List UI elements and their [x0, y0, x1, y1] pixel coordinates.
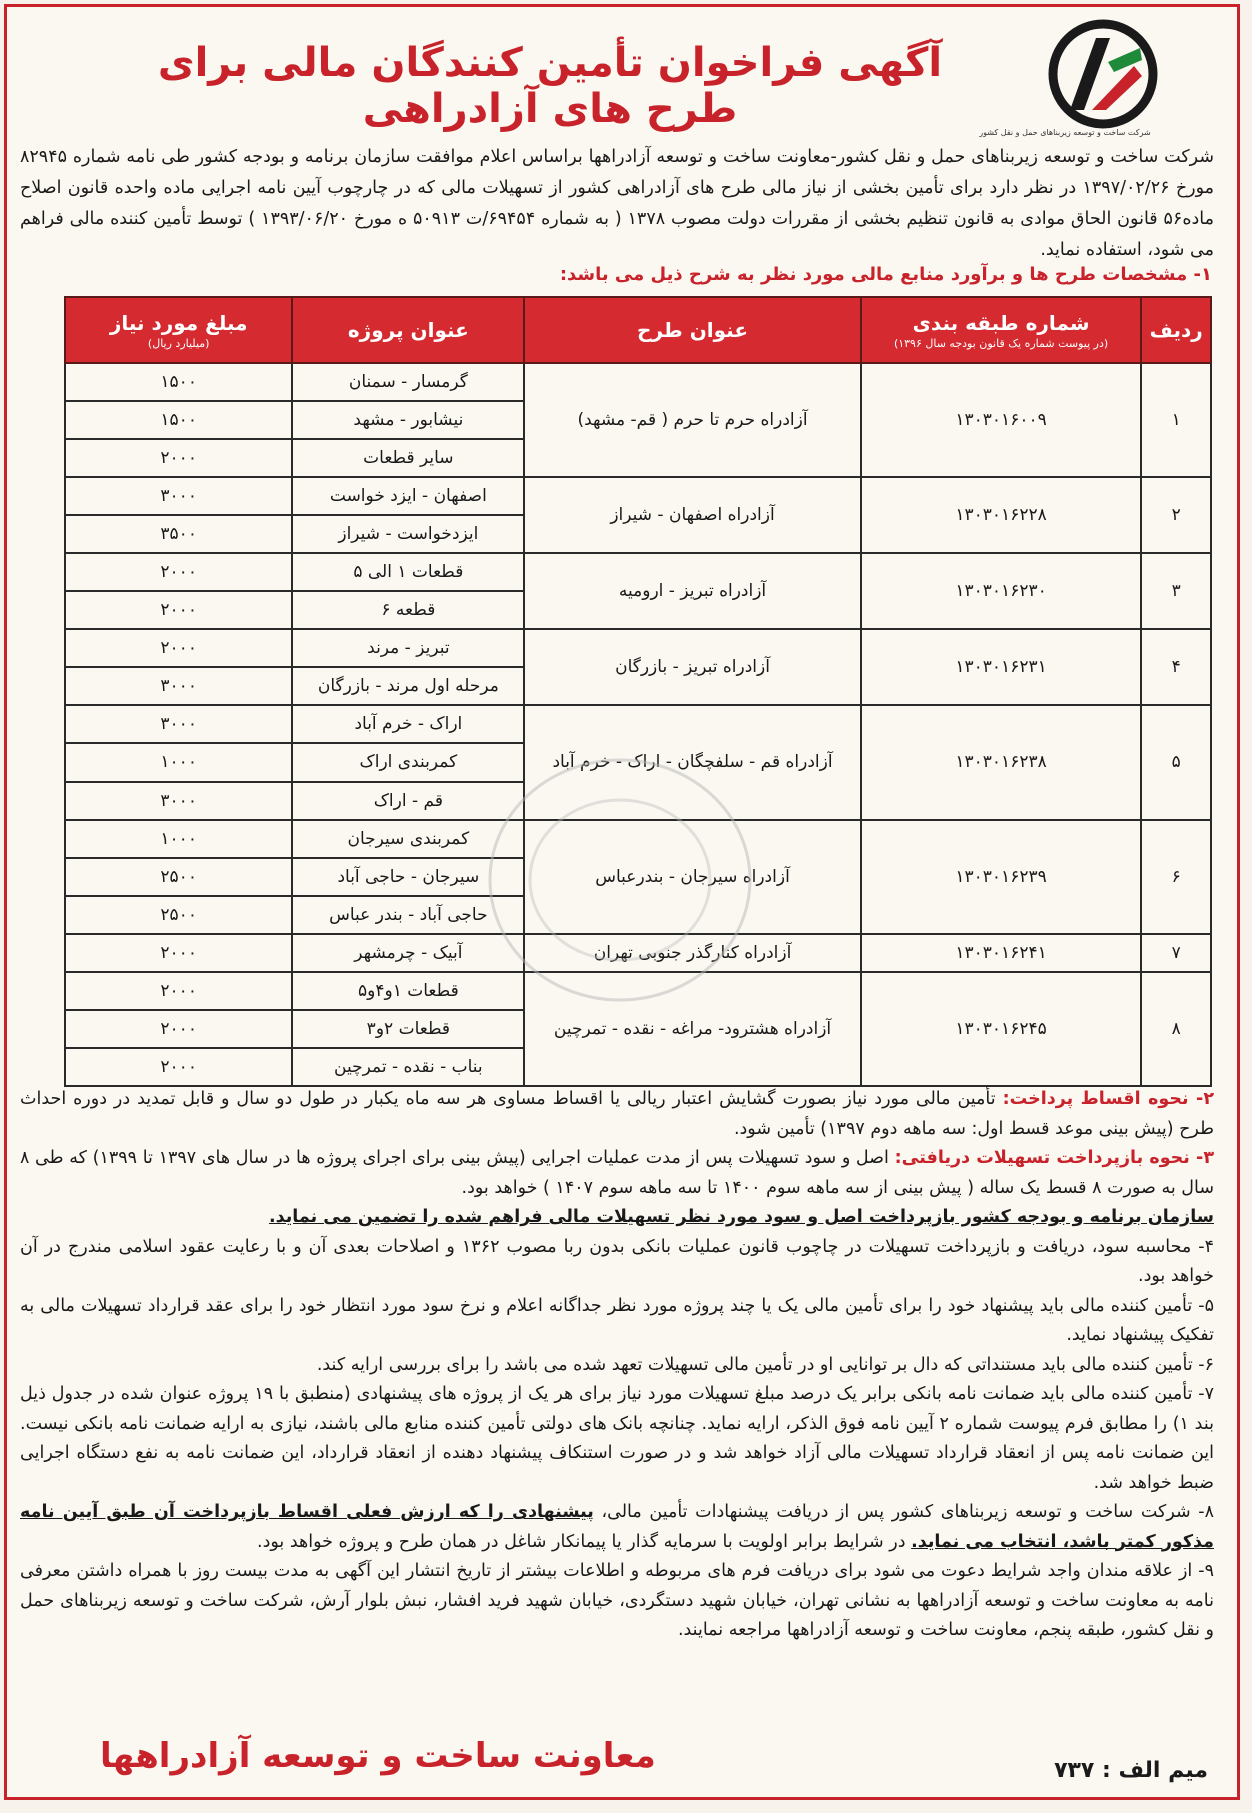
cell-classification-code: ۱۳۰۳۰۱۶۲۴۵ — [861, 972, 1142, 1086]
cell-project-title: قطعات ۱و۴و۵ — [292, 972, 524, 1010]
cell-project-title: قطعات ۱ الی ۵ — [292, 553, 524, 591]
cell-amount: ۱۰۰۰ — [65, 743, 292, 781]
cell-amount: ۲۰۰۰ — [65, 1048, 292, 1086]
cell-project-title: اراک - خرم آباد — [292, 705, 524, 743]
section-3: ۳- نحوه بازپرداخت تسهیلات دریافتی: اصل و سود تسهیلات پس از مدت عملیات اجرایی (پیش بینی برای اجرای پروژه ها در سال های ۱۳۹۷ تا ۱۳۹۹) که طی ۸ سال به صورت ۸ قسط یک ساله ( پیش بینی از سه ماهه سوم ۱۴۰۰ تا سه ماهه سوم ۱۴۰۷ ) خواهد بود. — [20, 1148, 1214, 1198]
cell-amount: ۲۰۰۰ — [65, 972, 292, 1010]
table-row — [65, 972, 1211, 1010]
header-classification-code: شماره طبقه بندی (در پیوست شماره یک قانون بودجه سال ۱۳۹۶) — [861, 297, 1142, 363]
cell-plan-title: آزادراه هشترود- مراغه - نقده - تمرچین — [524, 972, 860, 1086]
cell-row-number: ۶ — [1141, 820, 1211, 934]
header-project-title: عنوان پروژه — [292, 297, 524, 363]
table-body — [65, 363, 1211, 1086]
cell-project-title: کمربندی سیرجان — [292, 820, 524, 858]
table-row — [65, 363, 1211, 401]
table-row — [65, 820, 1211, 858]
cell-row-number: ۸ — [1141, 972, 1211, 1086]
cell-amount: ۱۵۰۰ — [65, 401, 292, 439]
page-title: آگهی فراخوان تأمین کنندگان مالی برای طرح های آزادراهی — [157, 40, 943, 132]
cell-project-title: تبریز - مرند — [292, 629, 524, 667]
cell-amount: ۲۵۰۰ — [65, 896, 292, 934]
cell-project-title: آبیک - چرمشهر — [292, 934, 524, 972]
cell-classification-code: ۱۳۰۳۰۱۶۲۲۸ — [861, 477, 1142, 553]
cell-row-number: ۷ — [1141, 934, 1211, 972]
cell-project-title: گرمسار - سمنان — [292, 363, 524, 401]
footer-signature: معاونت ساخت و توسعه آزادراهها — [100, 1736, 656, 1776]
cell-amount: ۲۵۰۰ — [65, 858, 292, 896]
cell-project-title: قطعه ۶ — [292, 591, 524, 629]
cell-amount: ۳۵۰۰ — [65, 515, 292, 553]
section-9: ۹- از علاقه مندان واجد شرایط دعوت می شود برای دریافت فرم های مربوطه و اطلاعات بیشتر از تاریخ انتشار این آگهی به مدت بیست روز با همراه داشتن معرفی نامه به معاونت ساخت و توسعه آزادراهها به نشانی تهران، خیابان شهید دستگردی، خیابان شهید فرید افشار، نبش بلوار آرش، شرکت ساخت و توسعه زیربناهای حمل و نقل کشور، طبقه پنجم، معاونت ساخت و توسعه آزادراهها مراجعه نمایند. — [20, 1561, 1214, 1640]
cell-project-title: سایر قطعات — [292, 439, 524, 477]
cell-amount: ۲۰۰۰ — [65, 553, 292, 591]
section-4: ۴- محاسبه سود، دریافت و بازپرداخت تسهیلات در چاچوب قانون عملیات بانکی بدون ربا مصوب ۱۳۶۲ و اصلاحات بعدی آن و با رعایت عقود اسلامی مندرج در آن خواهد بود. — [20, 1236, 1214, 1286]
cell-row-number: ۱ — [1141, 363, 1211, 477]
cell-project-title: سیرجان - حاجی آباد — [292, 858, 524, 896]
header-row-number: ردیف — [1141, 297, 1211, 363]
cell-row-number: ۲ — [1141, 477, 1211, 553]
cell-plan-title: آزادراه کنارگذر جنوبی تهران — [524, 934, 860, 972]
cell-project-title: مرحله اول مرند - بازرگان — [292, 667, 524, 705]
cell-classification-code: ۱۳۰۳۰۱۶۲۳۰ — [861, 553, 1142, 629]
cell-amount: ۱۰۰۰ — [65, 820, 292, 858]
cell-project-title: نیشابور - مشهد — [292, 401, 524, 439]
cell-amount: ۲۰۰۰ — [65, 1010, 292, 1048]
projects-table — [64, 296, 1212, 1087]
cell-classification-code: ۱۳۰۳۰۱۶۲۴۱ — [861, 934, 1142, 972]
cell-row-number: ۳ — [1141, 553, 1211, 629]
section-5: ۵- تأمین کننده مالی باید پیشنهاد خود را برای تأمین مالی یک یا چند پروژه مورد نظر جداگانه اعلام و نرخ سود مورد انتظار خود را برای عقد قرارداد تسهیلات مالی به تفکیک پیشنهاد نماید. — [20, 1295, 1214, 1345]
table-row — [65, 705, 1211, 743]
table-header-row — [65, 297, 1211, 363]
cell-plan-title: آزادراه اصفهان - شیراز — [524, 477, 860, 553]
cell-project-title: اصفهان - ایزد خواست — [292, 477, 524, 515]
cell-project-title: ایزدخواست - شیراز — [292, 515, 524, 553]
section-1-title: ۱- مشخصات طرح ها و برآورد منابع مالی مورد نظر به شرح ذیل می باشد: — [559, 264, 1212, 285]
cell-amount: ۳۰۰۰ — [65, 667, 292, 705]
cell-plan-title: آزادراه تبریز - بازرگان — [524, 629, 860, 705]
table-row — [65, 477, 1211, 515]
cell-project-title: کمربندی اراک — [292, 743, 524, 781]
cell-amount: ۳۰۰۰ — [65, 477, 292, 515]
cell-row-number: ۴ — [1141, 629, 1211, 705]
cell-project-title: حاجی آباد - بندر عباس — [292, 896, 524, 934]
section-2: ۲- نحوه اقساط پرداخت: تأمین مالی مورد نیاز بصورت گشایش اعتبار ریالی یا اقساط مساوی هر سه ماه یکبار در طول دو سال و قابل تمدید در دوره احداث طرح (پیش بینی موعد قسط اول: سه ماهه دوم ۱۳۹۷) تأمین شود. — [20, 1089, 1214, 1139]
cell-amount: ۲۰۰۰ — [65, 934, 292, 972]
cell-amount: ۳۰۰۰ — [65, 705, 292, 743]
cell-classification-code: ۱۳۰۳۰۱۶۰۰۹ — [861, 363, 1142, 477]
logo-caption: شرکت ساخت و توسعه زیربناهای حمل و نقل کشور — [979, 128, 1151, 137]
cell-amount: ۲۰۰۰ — [65, 591, 292, 629]
table-row — [65, 553, 1211, 591]
header-plan-title: عنوان طرح — [524, 297, 860, 363]
section-7: ۷- تأمین کننده مالی باید ضمانت نامه بانکی برابر یک درصد مبلغ تسهیلات مورد نیاز برای هر یک از پروژه های پیشنهادی (منطبق با ۱۹ پروژه عنوان شده در جدول ذیل بند ۱) را مطابق فرم پیوست شماره ۲ آیین نامه فوق الذکر، ارایه نماید. چنانچه بانک های دولتی تأمین کننده منابع مالی باشند، نیازی به ارایه ضمانت نامه بانکی نیست. این ضمانت نامه پس از انعقاد قرارداد تسهیلات مالی آزاد خواهد شد و در صورت استنکاف پیشنهاد دهنده از انعقاد قرارداد، این ضمانت نامه به نفع دستگاه اجرایی ضبط خواهد شد. — [20, 1384, 1215, 1493]
cell-project-title: قم - اراک — [292, 782, 524, 820]
cell-project-title: بناب - نقده - تمرچین — [292, 1048, 524, 1086]
cell-plan-title: آزادراه تبریز - ارومیه — [524, 553, 860, 629]
table-row — [65, 629, 1211, 667]
cell-classification-code: ۱۳۰۳۰۱۶۲۳۸ — [861, 705, 1142, 819]
table-row — [65, 934, 1211, 972]
section-8: ۸- شرکت ساخت و توسعه زیربناهای کشور پس از دریافت پیشنهادات تأمین مالی، پیشنهادی را که ارزش فعلی اقساط بازپرداخت آن طبق آیین نامه مذکور کمتر باشد، انتخاب می نماید. در شرایط برابر اولویت با سرمایه گذار یا پیمانکار شاغل در همان طرح و پروژه خواهد بود. — [20, 1502, 1214, 1552]
cell-classification-code: ۱۳۰۳۰۱۶۲۳۹ — [861, 820, 1142, 934]
cell-amount: ۱۵۰۰ — [65, 363, 292, 401]
cell-amount: ۳۰۰۰ — [65, 782, 292, 820]
conditions-text — [20, 1085, 1214, 1646]
cell-plan-title: آزادراه حرم تا حرم ( قم- مشهد) — [524, 363, 860, 477]
cell-row-number: ۵ — [1141, 705, 1211, 819]
footer-code: میم الف : ۷۳۷ — [1054, 1758, 1208, 1783]
cell-plan-title: آزادراه قم - سلفچگان - اراک - خرم آباد — [524, 705, 860, 819]
section-6: ۶- تأمین کننده مالی باید مستنداتی که دال بر توانایی او در تأمین مالی تسهیلات تعهد شده می باشد را برای بررسی ارایه کند. — [316, 1354, 1214, 1375]
section-3-guarantee: سازمان برنامه و بودجه کشور بازپرداخت اصل و سود مورد نظر تسهیلات مالی فراهم شده را تضمین می نماید. — [268, 1207, 1214, 1227]
company-logo — [1048, 18, 1158, 130]
header-amount: مبلغ مورد نیاز (میلیارد ریال) — [65, 297, 292, 363]
intro-paragraph: شرکت ساخت و توسعه زیربناهای حمل و نقل کشور-معاونت ساخت و توسعه آزادراهها براساس اعلام موافقت سازمان برنامه و بودجه کشور طی نامه شماره ۸۲۹۴۵ مورخ ۱۳۹۷/۰۲/۲۶ در نظر دارد برای تأمین بخشی از نیاز مالی طرح های آزادراهی کشور از تسهیلات مالی که در چارچوب آیین نامه اجرایی ماده واحده قانون اصلاح ماده۵۶ قانون الحاق موادی به قانون تنظیم بخشی از مقررات دولت مصوب ۱۳۷۸ ( به شماره ۶۹۴۵۴/ت ۵۰۹۱۳ ه مورخ ۱۳۹۳/۰۶/۲۰ ) توسط تأمین کننده مالی فراهم می شود، استفاده نماید. — [20, 147, 1214, 260]
cell-plan-title: آزادراه سیرجان - بندرعباس — [524, 820, 860, 934]
cell-amount: ۲۰۰۰ — [65, 439, 292, 477]
cell-amount: ۲۰۰۰ — [65, 629, 292, 667]
cell-classification-code: ۱۳۰۳۰۱۶۲۳۱ — [861, 629, 1142, 705]
cell-project-title: قطعات ۲و۳ — [292, 1010, 524, 1048]
